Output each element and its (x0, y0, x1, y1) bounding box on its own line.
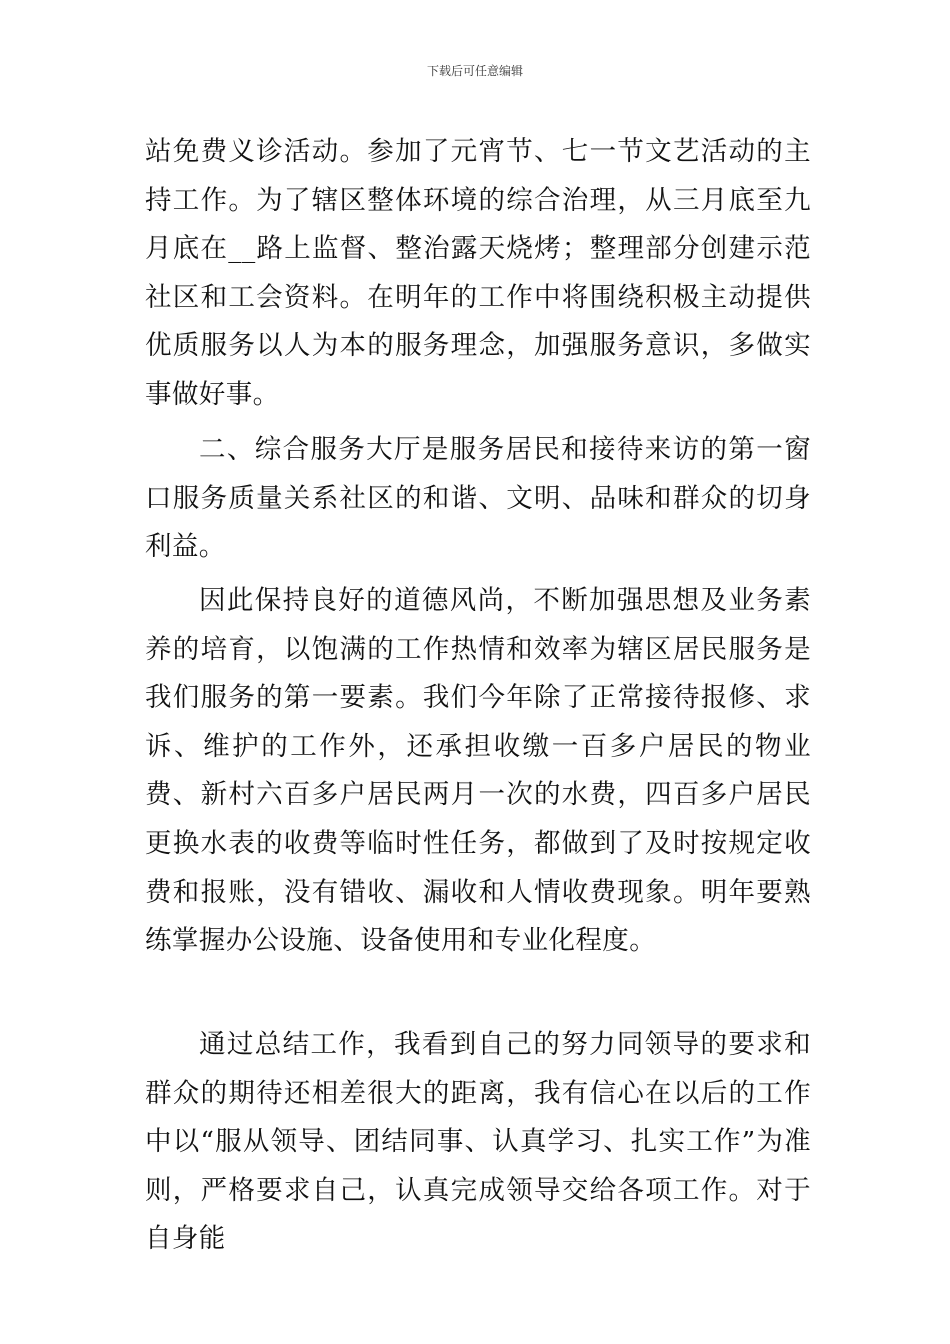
paragraph-service-hall: 二、综合服务大厅是服务居民和接待来访的第一窗口服务质量关系社区的和谐、文明、品味和群众的切身利益。 (145, 434, 811, 563)
paragraph-service-quality: 因此保持良好的道德风尚，不断加强思想及业务素养的培育，以饱满的工作热情和效率为辖区居民服务是我们服务的第一要素。我们今年除了正常接待报修、求诉、维护的工作外，还承担收缴一百多户居民的物业费、新村六百多户居民两月一次的水费，四百多户居民更换水表的收费等临时性任务，都做到了及时按规定收费和报账，没有错收、漏收和人情收费现象。明年要熟练掌握办公设施、设备使用和专业化程度。 (145, 585, 811, 957)
paragraph-volunteer-activities: 站免费义诊活动。参加了元宵节、七一节文艺活动的主持工作。为了辖区整体环境的综合治理，从三月底至九月底在__路上监督、整治露天烧烤；整理部分创建示范社区和工会资料。在明年的工作中将围绕积极主动提供优质服务以人为本的服务理念，加强服务意识，多做实事做好事。 (145, 136, 811, 410)
paragraph-work-summary: 通过总结工作，我看到自己的努力同领导的要求和群众的期待还相差很大的距离，我有信心在以后的工作中以“服从领导、团结同事、认真学习、扎实工作”为准则，严格要求自己，认真完成领导交给各项工作。对于自身能 (145, 1029, 811, 1255)
page-header: 下载后可任意编辑 (426, 64, 523, 78)
